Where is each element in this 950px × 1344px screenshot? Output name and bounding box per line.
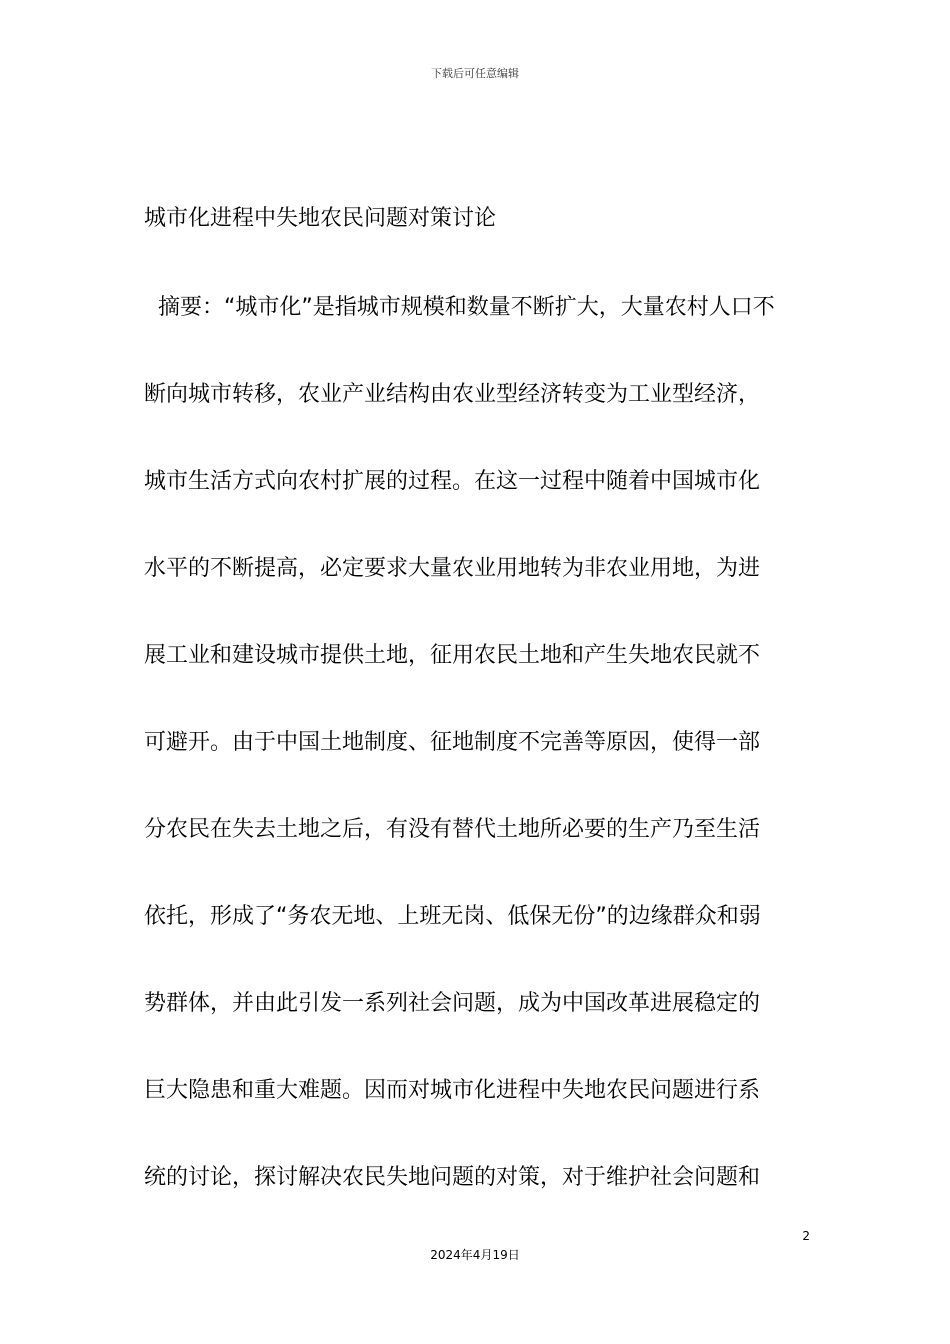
paragraph-line: 城市生活方式向农村扩展的过程。在这一过程中随着中国城市化	[144, 469, 761, 494]
document-title: 城市化进程中失地农民问题对策讨论	[144, 206, 497, 231]
abstract-paragraph	[144, 292, 806, 1249]
paragraph-line: 水平的不断提高，必定要求大量农业用地转为非农业用地，为进	[144, 556, 761, 581]
paragraph-line: 势群体，并由此引发一系列社会问题，成为中国改革进展稳定的	[144, 991, 761, 1016]
paragraph-line: 断向城市转移，农业产业结构由农业型经济转变为工业型经济，	[144, 382, 761, 407]
page-header: 下载后可任意编辑	[431, 67, 519, 80]
paragraph-line: 展工业和建设城市提供土地，征用农民土地和产生失地农民就不	[144, 643, 761, 668]
paragraph-line: 分农民在失去土地之后，有没有替代土地所必要的生产乃至生活	[144, 817, 761, 842]
paragraph-line: 可避开。由于中国土地制度、征地制度不完善等原因，使得一部	[144, 730, 761, 755]
paragraph-line: 依托，形成了“务农无地、上班无岗、低保无份”的边缘群众和弱	[144, 904, 761, 929]
paragraph-line: 摘要：“城市化”是指城市规模和数量不断扩大，大量农村人口不	[158, 295, 775, 320]
footer-date: 2024年4月19日	[430, 1248, 520, 1262]
paragraph-line: 统的讨论，探讨解决农民失地问题的对策，对于维护社会问题和	[144, 1165, 761, 1190]
page-number: 2	[802, 1229, 810, 1243]
paragraph-line: 巨大隐患和重大难题。因而对城市化进程中失地农民问题进行系	[144, 1078, 761, 1103]
